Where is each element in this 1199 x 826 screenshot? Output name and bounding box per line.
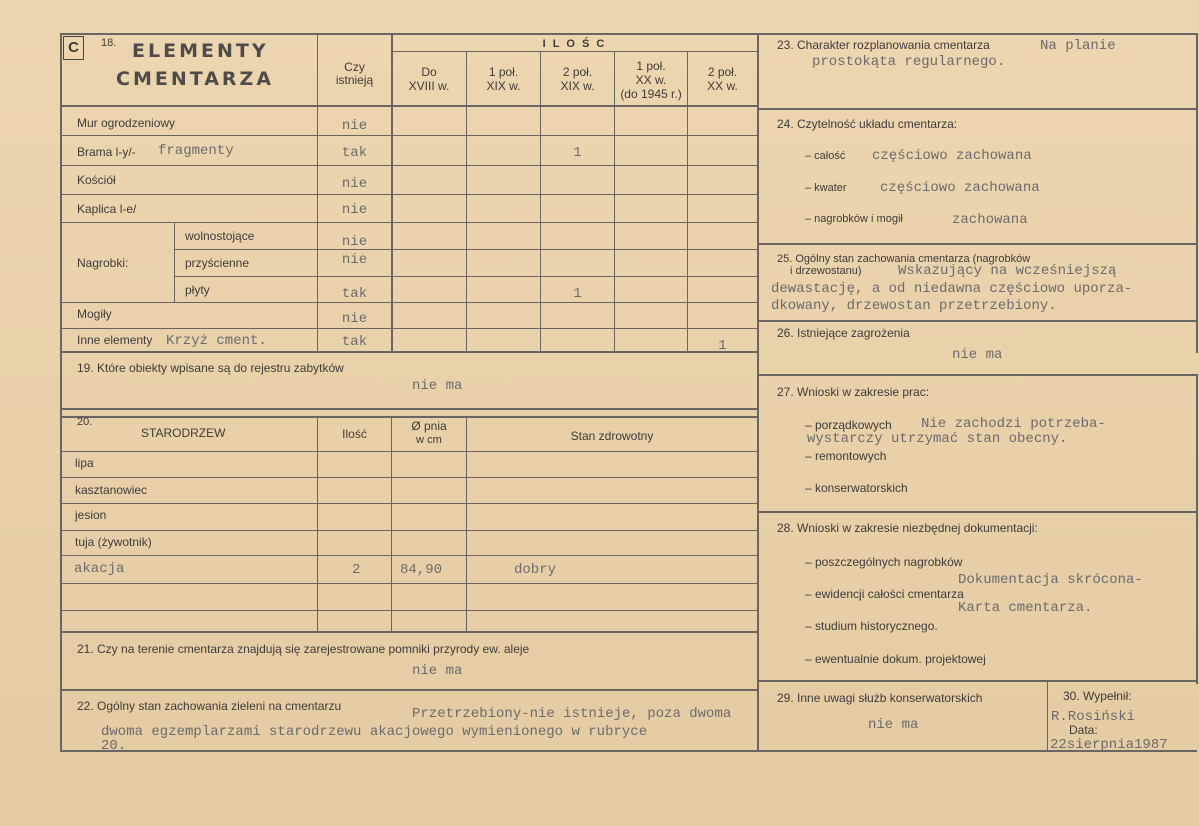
q26-answer: nie ma: [952, 347, 1003, 363]
grid-line: [60, 302, 758, 303]
grid-line: [60, 477, 758, 478]
q24-answer: częściowo zachowana: [872, 148, 1032, 164]
element-sublabel: wolnostojące: [185, 229, 255, 243]
grid-line: [60, 135, 758, 136]
tree-name: kasztanowiec: [75, 483, 148, 497]
grid-line: [466, 51, 467, 351]
grid-line: [687, 51, 688, 351]
q24-item: – kwater: [805, 182, 847, 194]
trees-header-name: STARODRZEW: [141, 426, 226, 440]
element-label: Inne elementy: [77, 333, 153, 347]
element-note: fragmenty: [158, 143, 234, 159]
grid-line: [466, 416, 467, 631]
trees-header-qty: Ilość: [342, 427, 367, 441]
section-title-line1: ELEMENTY: [132, 40, 269, 62]
frame-line: [60, 33, 62, 751]
element-label: Mogiły: [77, 307, 112, 321]
q27-item: – remontowych: [805, 449, 887, 463]
q28-item: – ewentualnie dokum. projektowej: [805, 652, 986, 666]
grid-line: [60, 451, 758, 452]
grid-line: [1047, 682, 1048, 752]
grid-line: [759, 243, 1197, 245]
q25-answer-line3: dkowany, drzewostan przetrzebiony.: [771, 298, 1057, 314]
q28-answer-line1: Dokumentacja skrócona-: [958, 572, 1143, 588]
exists-value: tak: [341, 145, 368, 161]
period-header-l2: XIX w.: [486, 79, 521, 93]
q26-label: 26. Istniejące zagrożenia: [777, 326, 910, 340]
exists-value: nie: [341, 252, 368, 268]
grid-line: [60, 631, 758, 633]
q28-item: – ewidencji całości cmentarza: [805, 587, 964, 601]
grid-line: [60, 105, 758, 107]
q30-date: 22sierpnia1987: [1050, 737, 1168, 753]
q22-answer-line1: Przetrzebiony-nie istnieje, poza dwoma: [412, 706, 732, 722]
quantity-value: 1: [573, 145, 582, 161]
q24-label: 24. Czytelność układu cmentarza:: [777, 117, 958, 131]
grid-line: [60, 583, 758, 584]
q22-answer-line3: 20.: [101, 738, 127, 754]
period-header-l2: XVIII w.: [408, 79, 450, 93]
period-header-l1: 2 poł.: [707, 65, 738, 79]
frame-line: [757, 33, 1197, 35]
period-header-l2: XX w.: [635, 73, 667, 87]
tree-name: lipa: [75, 456, 94, 470]
q22-answer-line2: dwoma egzemplarzami starodrzewu akacjowego wymienionego w rubryce: [101, 724, 648, 740]
q21-label: 21. Czy na terenie cmentarza znajdują się zarejestrowane pomniki przyrody ew. aleje: [77, 642, 530, 656]
section-number: 18.: [101, 37, 117, 49]
grid-line: [174, 222, 175, 302]
q23-answer-line2: prostokąta regularnego.: [812, 54, 1006, 70]
grid-line: [317, 416, 318, 631]
q30-label: 30. Wypełnił:: [1063, 689, 1132, 703]
grid-line: [60, 555, 758, 556]
q25-answer-line1: Wskazujący na wcześniejszą: [898, 263, 1117, 279]
q22-label: 22. Ogólny stan zachowania zieleni na cmentarzu: [77, 699, 342, 713]
element-label: Kościół: [77, 173, 116, 187]
grid-line: [60, 194, 758, 195]
q27-item: – porządkowych: [805, 418, 892, 432]
exists-value: nie: [341, 176, 368, 192]
q28-answer-line2: Karta cmentarza.: [958, 600, 1093, 616]
q25-label-line1: 25. Ogólny stan zachowania cmentarza (nagrobków: [777, 253, 1031, 265]
q21-answer: nie ma: [412, 663, 463, 679]
period-header-l1: 1 poł.: [488, 65, 519, 79]
grid-line: [759, 374, 1197, 376]
grid-line: [174, 276, 758, 277]
grid-line: [759, 320, 1197, 322]
exists-value: tak: [341, 334, 368, 350]
grid-line: [60, 530, 758, 531]
exists-header-line1: Czy: [344, 60, 365, 74]
exists-value: nie: [341, 311, 368, 327]
nagrobki-label: Nagrobki:: [77, 256, 129, 270]
quantity-value: 1: [573, 286, 582, 302]
q29-answer: nie ma: [868, 717, 919, 733]
period-header-l3: (do 1945 r.): [620, 87, 682, 101]
grid-line: [174, 249, 758, 250]
tree-name: tuja (żywotnik): [75, 535, 152, 549]
grid-line: [60, 222, 758, 223]
trees-header-state: Stan zdrowotny: [570, 429, 654, 443]
grid-line: [60, 328, 758, 329]
element-label: Mur ogrodzeniowy: [77, 116, 176, 130]
q27-label: 27. Wnioski w zakresie prac:: [777, 385, 930, 399]
q28-item: – studium historycznego.: [805, 619, 938, 633]
q25-label-line2: i drzewostanu): [790, 265, 862, 277]
frame-line: [60, 750, 759, 752]
q19-answer: nie ma: [412, 378, 463, 394]
exists-value: nie: [341, 202, 368, 218]
period-header-l2: XIX w.: [560, 79, 595, 93]
exists-header-line2: istnieją: [335, 73, 374, 87]
grid-line: [60, 416, 758, 418]
q24-item: – całość: [805, 150, 846, 162]
period-header-l1: 2 poł.: [562, 65, 593, 79]
element-sublabel: przyścienne: [185, 256, 250, 270]
trees-header-dia1: Ø pnia: [411, 419, 447, 433]
period-header-l1: 1 poł.: [636, 59, 666, 73]
q23-answer-line1: Na planie: [1040, 38, 1116, 54]
frame-line: [757, 33, 759, 751]
q30-date-label: Data:: [1069, 723, 1098, 737]
section-title-line2: CMENTARZA: [116, 68, 275, 90]
period-header-l2: XX w.: [707, 79, 738, 93]
exists-value: tak: [341, 286, 368, 302]
q29-label: 29. Inne uwagi służb konserwatorskich: [777, 691, 983, 705]
grid-line: [759, 680, 1197, 682]
quantity-header: I L O Ś C: [542, 38, 607, 50]
grid-line: [60, 351, 758, 353]
grid-line: [60, 689, 758, 691]
grid-line: [60, 503, 758, 504]
grid-line: [759, 108, 1197, 110]
frame-line: [1196, 33, 1198, 353]
element-label: Kaplica l-e/: [77, 202, 137, 216]
tree-diameter: 84,90: [400, 562, 443, 578]
exists-value: nie: [341, 118, 368, 134]
q19-label: 19. Które obiekty wpisane są do rejestru zabytków: [77, 361, 344, 375]
q28-item: – poszczególnych nagrobków: [805, 555, 963, 569]
tree-qty: 2: [352, 562, 361, 578]
grid-line: [391, 416, 392, 631]
q20-number: 20.: [77, 416, 93, 428]
grid-line: [60, 408, 758, 410]
grid-line: [60, 165, 758, 166]
frame-line: [1196, 374, 1198, 684]
q27-answer-line1: Nie zachodzi potrzeba-: [921, 416, 1106, 432]
grid-line: [391, 51, 757, 52]
element-note: Krzyż cment.: [166, 333, 267, 349]
element-sublabel: płyty: [185, 283, 210, 297]
element-label: Brama l-y/-: [77, 145, 136, 159]
frame-line: [60, 33, 758, 35]
period-header-l1: Do: [421, 65, 437, 79]
tree-state: dobry: [514, 562, 557, 578]
exists-value: nie: [341, 234, 368, 250]
q30-name: R.Rosiński: [1051, 709, 1136, 725]
tree-name: jesion: [75, 508, 107, 522]
tree-name: akacja: [74, 561, 125, 577]
q24-answer: częściowo zachowana: [880, 180, 1040, 196]
q24-answer: zachowana: [952, 212, 1028, 228]
grid-line: [540, 51, 541, 351]
q23-label: 23. Charakter rozplanowania cmentarza: [777, 38, 990, 52]
q25-answer-line2: dewastację, a od niedawna częściowo uporza-: [771, 281, 1133, 297]
section-letter: C: [63, 36, 84, 60]
grid-line: [759, 511, 1197, 513]
q24-item: – nagrobków i mogił: [805, 213, 903, 225]
q27-item: – konserwatorskich: [805, 481, 908, 495]
trees-header-dia2: w cm: [416, 434, 442, 446]
grid-line: [60, 610, 758, 611]
quantity-value: 1: [718, 338, 727, 354]
q28-label: 28. Wnioski w zakresie niezbędnej dokumentacji:: [777, 521, 1038, 535]
q27-answer-line2: wystarczy utrzymać stan obecny.: [807, 431, 1068, 447]
